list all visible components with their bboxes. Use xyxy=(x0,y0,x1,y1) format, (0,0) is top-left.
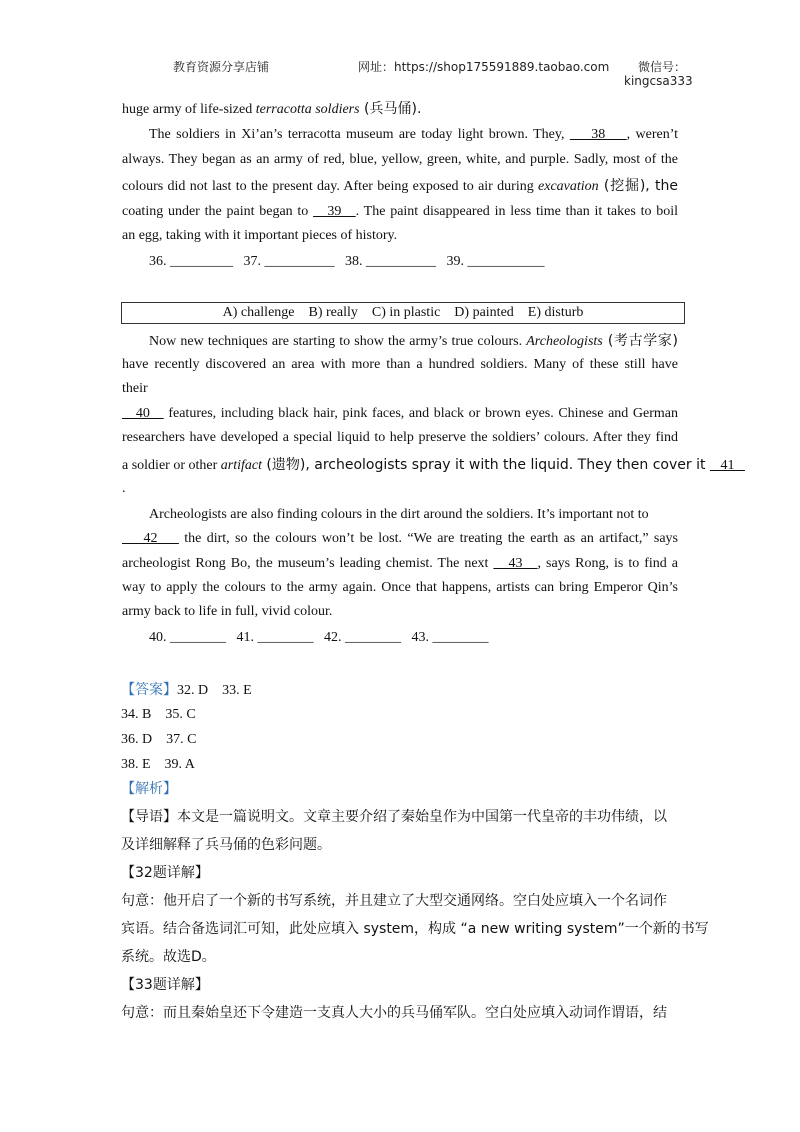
q33-title: 【33题详解】 xyxy=(121,977,209,993)
passage-line: a soldier or other artifact (遗物), archeologists spray it with the liquid. They then cover it 41 xyxy=(122,457,745,473)
blank-43: 43 xyxy=(493,556,538,571)
guide-line: 及详细解释了兵马俑的色彩问题。 xyxy=(121,837,331,853)
blank-41: 41 xyxy=(709,458,745,473)
passage-line: The soldiers in Xi’an’s terracotta museum are today light brown. They, 38 , weren’t xyxy=(149,127,679,142)
blank-39: 39 xyxy=(313,204,356,219)
passage-line: 42 the dirt, so the colours won’t be lost. “We are treating the earth as an artifact,” says xyxy=(122,531,679,546)
passage-line: 40 features, including black hair, pink faces, and black or brown eyes. Chinese and German xyxy=(122,406,678,421)
blank-38: 38 xyxy=(569,127,627,142)
q32-explanation: 系统。故选D。 xyxy=(121,949,216,965)
shop-name: 教育资源分享店铺 xyxy=(173,60,270,74)
wechat-id: kingcsa333 xyxy=(624,74,693,88)
answer-blanks-40-43: 40. ________ 41. ________ 42. ________ 43. ________ xyxy=(149,630,489,645)
answer-row: 34. B 35. C xyxy=(121,707,196,722)
passage-line: army back to life in full, vivid colour. xyxy=(122,604,333,619)
passage-line: their xyxy=(122,381,148,396)
passage-line: Archeologists are also finding colours in the dirt around the soldiers. It’s important not to xyxy=(149,507,649,522)
passage-line: have recently discovered an area with more than a hundred soldiers. Many of these still have xyxy=(122,357,678,372)
answer-row: 36. D 37. C xyxy=(121,732,197,747)
answer-blanks-36-39: 36. _________ 37. __________ 38. __________ 39. ___________ xyxy=(149,254,545,269)
analysis-label: 【解析】 xyxy=(121,781,177,797)
q32-explanation: 句意：他开启了一个新的书写系统，并且建立了大型交通网络。空白处应填入一个名词作 xyxy=(121,893,667,909)
passage-line: archeologist Rong Bo, the museum’s leading chemist. The next 43 , says Rong, is to find a xyxy=(122,556,678,571)
passage-line: huge army of life-sized terracotta soldiers (兵马俑). xyxy=(122,101,422,117)
passage-line: colours did not last to the present day. After being exposed to air during excavation (挖掘), the xyxy=(122,178,678,194)
blank-42: 42 xyxy=(122,531,179,546)
answer-row: 38. E 39. A xyxy=(121,757,195,772)
answer-label: 【答案】 xyxy=(121,682,177,698)
wechat-label: 微信号： xyxy=(638,60,687,74)
guide-line: 【导语】本文是一篇说明文。文章主要介绍了秦始皇作为中国第一代皇帝的丰功伟绩，以 xyxy=(121,809,667,825)
q32-explanation: 宾语。结合备选词汇可知，此处应填入 system，构成 “a new writing system”一个新的书写 xyxy=(121,921,709,937)
page-header xyxy=(0,58,800,92)
passage-line: researchers have developed a special liquid to help preserve the soldiers’ colours. After they find xyxy=(122,430,678,445)
passage-line: an egg, taking with it important pieces of history. xyxy=(122,228,398,243)
passage-line: coating under the paint began to 39 . The paint disappeared in less time than it takes to boil xyxy=(122,204,678,219)
passage-line: way to apply the colours to the army again. Once that happens, artists can bring Emperor Qin’s xyxy=(122,580,678,595)
answer-row: 【答案】32. D 33. E xyxy=(121,682,252,698)
q33-explanation: 句意：而且秦始皇还下令建造一支真人大小的兵马俑军队。空白处应填入动词作谓语，结 xyxy=(121,1005,667,1021)
blank-40: 40 xyxy=(122,406,164,421)
passage-line: always. They began as an army of red, blue, yellow, green, white, and purple. Sadly, most of the xyxy=(122,152,678,167)
q32-title: 【32题详解】 xyxy=(121,865,209,881)
word-option-box: A) challenge B) really C) in plastic D) painted E) disturb xyxy=(121,302,685,324)
passage-line: . xyxy=(122,481,126,496)
passage-line: Now new techniques are starting to show the army’s true colours. Archeologists (考古学家) xyxy=(149,333,678,349)
shop-url: 网址：https://shop175591889.taobao.com xyxy=(358,60,610,74)
